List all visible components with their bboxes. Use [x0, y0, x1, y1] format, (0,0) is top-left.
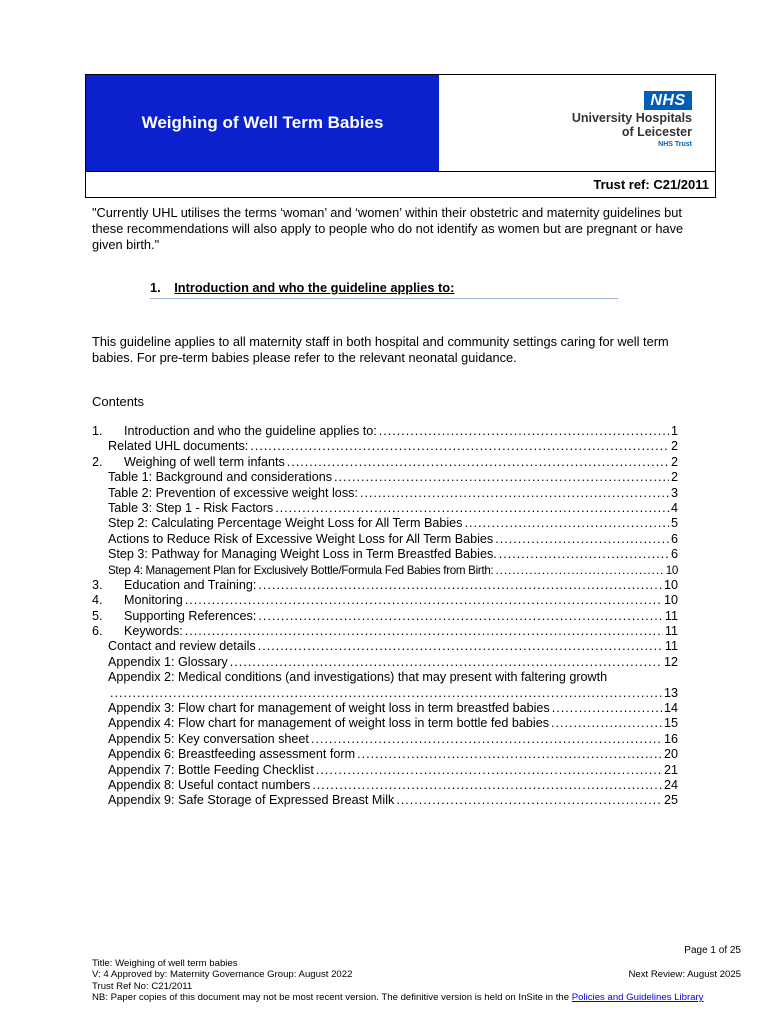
toc-row[interactable]	[92, 516, 678, 531]
toc-page-number: 5	[670, 516, 678, 531]
toc-leader-dots	[357, 747, 662, 762]
toc-row[interactable]	[92, 793, 678, 808]
toc-leader-dots	[258, 639, 663, 654]
toc-label: Education and Training:	[124, 577, 257, 592]
contents-heading: Contents	[92, 394, 145, 409]
toc-row[interactable]	[92, 470, 678, 485]
next-review: Next Review: August 2025	[628, 969, 741, 980]
toc-page-number: 21	[663, 762, 678, 777]
toc-row[interactable]	[92, 424, 678, 439]
toc-leader-dots	[275, 501, 669, 516]
logo-org-line2: of Leicester	[621, 125, 692, 139]
toc-page-number: 2	[670, 439, 678, 454]
intro-quote: "Currently UHL utilises the terms ‘woman’ and ‘women’ within their obstetric and maternity guidelines but these recommendations will also apply to people who do not identify as women but are pregnant or have given birth."	[92, 205, 684, 252]
toc-label: Weighing of well term infants	[124, 454, 285, 469]
table-of-contents	[92, 424, 678, 809]
toc-page-number: 11	[664, 624, 678, 639]
toc-page-number: 1	[670, 424, 678, 438]
logo-org-line1: University Hospitals	[571, 111, 692, 125]
toc-row[interactable]	[92, 686, 678, 701]
trust-ref: Trust ref: C21/2011	[593, 177, 709, 192]
toc-label: Appendix 2: Medical conditions (and investigations) that may present with faltering growth	[108, 670, 608, 685]
toc-leader-dots	[312, 778, 662, 793]
toc-label: Appendix 8: Useful contact numbers	[108, 777, 311, 792]
toc-leader-dots	[258, 578, 662, 593]
page-number: Page 1 of 25	[684, 945, 741, 956]
toc-row[interactable]	[92, 655, 678, 670]
toc-label: Appendix 6: Breastfeeding assessment form	[108, 747, 356, 762]
toc-page-number: 6	[670, 547, 678, 562]
toc-leader-dots	[311, 732, 662, 747]
toc-row[interactable]	[92, 609, 678, 624]
toc-leader-dots	[185, 624, 663, 639]
toc-row[interactable]	[92, 501, 678, 516]
toc-leader-dots	[551, 716, 662, 731]
toc-number: 6.	[92, 624, 103, 639]
toc-row[interactable]	[92, 624, 678, 639]
toc-number: 2.	[92, 454, 103, 469]
toc-page-number: 11	[664, 608, 678, 623]
guidelines-library-link[interactable]: Policies and Guidelines Library	[571, 992, 704, 1004]
document-title: Weighing of Well Term Babies	[141, 113, 384, 132]
section-number: 1.	[150, 280, 161, 295]
toc-page-number: 10	[665, 563, 678, 577]
toc-row[interactable]	[92, 578, 678, 593]
toc-page-number: 13	[663, 685, 678, 700]
toc-leader-dots	[499, 547, 669, 562]
toc-page-number: 12	[663, 654, 678, 669]
toc-leader-dots	[334, 470, 669, 485]
toc-leader-dots	[258, 609, 663, 624]
toc-label: Introduction and who the guideline applies to:	[124, 424, 377, 438]
toc-leader-dots	[464, 516, 669, 531]
toc-page-number: 10	[663, 593, 678, 608]
toc-page-number: 3	[670, 485, 678, 500]
toc-page-number: 15	[663, 716, 678, 731]
logo-org-line3: NHS Trust	[658, 141, 692, 148]
toc-label: Appendix 5: Key conversation sheet	[108, 731, 309, 746]
toc-page-number: 2	[670, 470, 678, 485]
toc-leader-dots	[185, 593, 662, 608]
toc-page-number: 24	[663, 777, 678, 792]
toc-label: Appendix 4: Flow chart for management of weight loss in term bottle fed babies	[108, 716, 550, 731]
toc-page-number: 16	[663, 731, 678, 746]
footer-note-text: NB: Paper copies of this document may not be most recent version. The definitive version is held on InSite in the	[92, 992, 572, 1004]
header-divider	[86, 171, 715, 172]
toc-row[interactable]	[92, 763, 678, 778]
toc-label: Step 3: Pathway for Managing Weight Loss in Term Breastfed Babies.	[108, 547, 497, 562]
toc-number: 5.	[92, 608, 103, 623]
toc-label: Actions to Reduce Risk of Excessive Weight Loss for All Term Babies	[108, 531, 494, 546]
document-header	[85, 74, 716, 198]
toc-row[interactable]	[92, 778, 678, 793]
toc-row[interactable]	[92, 639, 678, 654]
toc-leader-dots	[287, 455, 669, 470]
toc-page-number: 20	[663, 747, 678, 762]
toc-page-number: 4	[670, 500, 678, 515]
toc-row[interactable]	[92, 716, 678, 731]
toc-row[interactable]	[92, 439, 678, 454]
toc-page-number: 6	[670, 531, 678, 546]
footer-note	[92, 992, 752, 1003]
title-banner	[86, 75, 439, 171]
toc-page-number: 2	[670, 454, 678, 469]
nhs-logo	[546, 91, 706, 161]
toc-leader-dots	[360, 486, 669, 501]
applies-paragraph: This guideline applies to all maternity staff in both hospital and community settings caring for well term babies. For pre-term babies please refer to the relevant neonatal guidance.	[92, 334, 669, 365]
toc-label: Monitoring	[124, 593, 183, 608]
toc-leader-dots	[379, 424, 669, 439]
toc-row[interactable]	[92, 547, 678, 562]
toc-number: 4.	[92, 593, 103, 608]
toc-leader-dots	[230, 655, 662, 670]
toc-row[interactable]	[92, 732, 678, 747]
toc-label: Keywords:	[124, 624, 183, 639]
toc-label: Table 1: Background and considerations	[108, 470, 333, 485]
toc-label: Contact and review details	[108, 639, 256, 654]
toc-label: Related UHL documents:	[108, 439, 249, 454]
toc-page-number: 11	[664, 639, 678, 654]
toc-row[interactable]	[92, 670, 678, 685]
toc-leader-dots	[495, 563, 663, 578]
toc-page-number: 10	[663, 577, 678, 592]
toc-row[interactable]	[92, 701, 678, 716]
toc-label: Step 4: Management Plan for Exclusively Bottle/Formula Fed Babies from Birth:	[108, 563, 494, 577]
toc-row[interactable]	[92, 593, 678, 608]
toc-number: 1.	[92, 424, 103, 438]
document-footer	[92, 958, 752, 1004]
footer-title: Title: Weighing of well term babies	[92, 958, 238, 969]
toc-label: Step 2: Calculating Percentage Weight Loss for All Term Babies	[108, 516, 463, 531]
toc-row[interactable]	[92, 532, 678, 547]
footer-version: V: 4 Approved by: Maternity Governance Group: August 2022	[92, 969, 353, 981]
toc-leader-dots	[552, 701, 662, 716]
toc-row[interactable]	[92, 563, 678, 578]
toc-label: Table 2: Prevention of excessive weight loss:	[108, 485, 358, 500]
toc-label: Appendix 7: Bottle Feeding Checklist	[108, 762, 314, 777]
footer-trust-ref: Trust Ref No: C21/2011	[92, 980, 193, 992]
toc-label: Supporting References:	[124, 608, 257, 623]
toc-leader-dots	[396, 793, 662, 808]
toc-row[interactable]	[92, 486, 678, 501]
section-title: Introduction and who the guideline applies to:	[174, 280, 455, 295]
toc-number: 3.	[92, 577, 103, 592]
toc-leader-dots	[316, 763, 662, 778]
toc-label: Appendix 9: Safe Storage of Expressed Breast Milk	[108, 793, 395, 808]
nhs-badge: NHS	[644, 91, 692, 110]
toc-leader-dots	[110, 686, 662, 701]
toc-label: Appendix 1: Glossary	[108, 654, 228, 669]
toc-label: Appendix 3: Flow chart for management of weight loss in term breastfed babies	[108, 701, 550, 716]
toc-page-number: 14	[663, 701, 678, 716]
section-1-heading	[150, 280, 454, 295]
toc-row[interactable]	[92, 747, 678, 762]
toc-page-number: 25	[663, 793, 678, 808]
toc-label: Table 3: Step 1 - Risk Factors	[108, 500, 274, 515]
toc-leader-dots	[250, 439, 669, 454]
toc-row[interactable]	[92, 455, 678, 470]
toc-leader-dots	[495, 532, 669, 547]
section-rule	[150, 298, 618, 299]
